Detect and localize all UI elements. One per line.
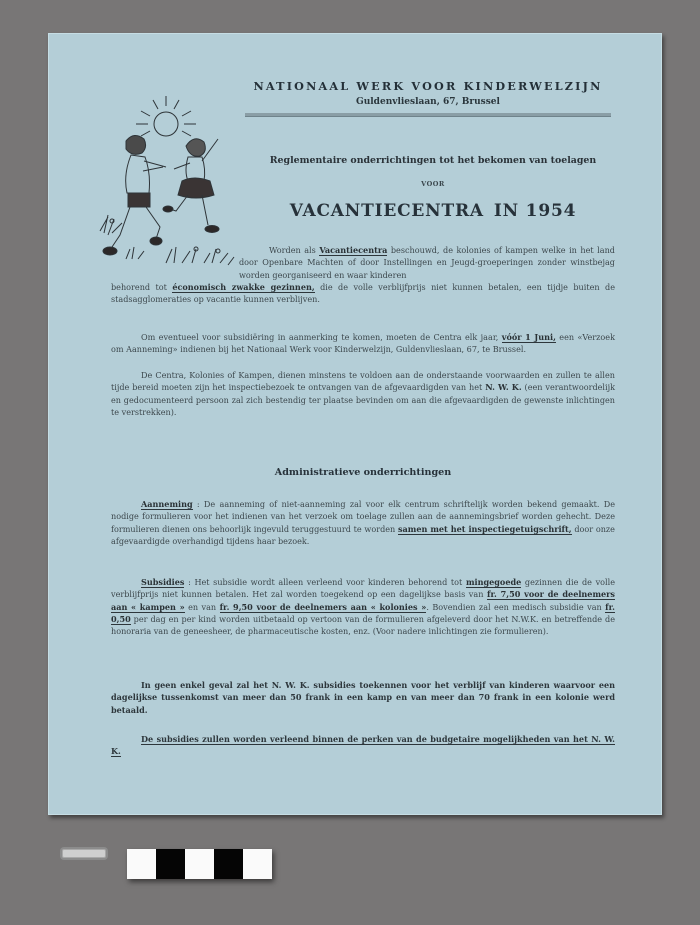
text: beschouwd, de kolonies of kampen welke in het land door Openbare Machten of door Instellingen en Jeugd-groeperingen zonder winstbejag worden georganiseerd en waar kinderen — [239, 245, 615, 280]
text: behorend tot — [111, 282, 173, 292]
organization-address: Guldenvlieslaan, 67, Brussel — [356, 97, 500, 107]
organization-name: NATIONAAL WERK VOOR KINDERWELZIJN — [253, 79, 603, 93]
text: . Bovendien zal een medisch subsidie van — [426, 601, 606, 612]
budget-limit-text: De subsidies zullen worden verleend binnen de perken van de budgetaire mogelijkheden van het N. W. K. — [111, 734, 615, 757]
scale-segment-black — [156, 849, 185, 879]
document-title — [233, 201, 633, 221]
text: : De aanneming of niet-aanneming zal voor elk centrum schriftelijk worden bekend gemaakt. De nodige formulieren voor het indienen van het verzoek om toelage zullen aan de aannemingsbrief worden gehecht. Deze formulieren dienen ons behoorlijk ingevuld teruggestuurd te worden — [111, 499, 615, 534]
emphasis-nwk: N. W. K. — [485, 382, 522, 393]
label-subsidies: Subsidies — [141, 577, 185, 587]
subtitle-connector: VOOR — [421, 180, 445, 188]
text: die de volle verblijfprijs niet kunnen betalen, een tijdje buiten de stadsagglomeraties op vacantie kunnen verblijven. — [111, 282, 615, 305]
paragraph-aanneming — [111, 498, 615, 547]
title-year: IN 1954 — [493, 201, 577, 221]
paragraph-definition — [239, 244, 615, 281]
emphasis-economisch-zwakke-gezinnen: économisch zwakke gezinnen, — [172, 282, 315, 292]
scale-segment-white — [243, 849, 272, 879]
emphasis-vacantiecentra: Vacantiecentra — [319, 245, 388, 255]
text: een «Verzoek om Aanneming» indienen bij het Nationaal Werk voor Kinderwelzijn, Guldenvlieslaan, 67, te Brussel. — [111, 332, 615, 355]
rate-kampen: fr. 7,50 voor de deelnemers aan « kampen » — [111, 589, 615, 612]
emphasis-deadline: vóór 1 Juni, — [501, 332, 556, 342]
emphasis-mingegoede: mingegoede — [465, 577, 522, 587]
paragraph-conditions — [111, 369, 615, 418]
text: en van — [184, 601, 220, 612]
text: Worden als — [269, 245, 320, 255]
text: gezinnen die de volle verblijfprijs niet kunnen betalen. Het zal worden toegekend op een dagelijkse basis van — [111, 577, 615, 600]
children-illustration-icon — [96, 91, 246, 286]
scale-segment-white — [185, 849, 214, 879]
paragraph-subsidies — [111, 576, 615, 637]
paragraph-budget-limit — [111, 733, 615, 758]
text: Om eventueel voor subsidiëring in aanmerking te komen, moeten de Centra elk jaar, — [141, 332, 502, 342]
paragraph-definition-continued — [111, 281, 615, 306]
scale-segment-white — [127, 849, 156, 879]
emphasis-inspectiegetuigschrift: samen met het inspectiegetuigschrift, — [397, 523, 572, 534]
text: (een verantwoordelijk en gedocumenteerd persoon zal zich bestendig ter plaatse bevinden om aan die afgevaardigden de gewenste inlichtingen te verstrekken). — [111, 382, 616, 417]
paragraph-application-deadline — [111, 331, 615, 356]
text: De Centra, Kolonies of Kampen, dienen minstens te voldoen aan de onderstaande voorwaarden en zullen te allen tijde bereid moeten zijn het inspectiebezoek te ontvangen van de afgevaardigden van het — [111, 370, 615, 393]
text: door onze afgevaardigde overhandigd tijdens haar bezoek. — [111, 523, 615, 546]
header-rule — [245, 113, 611, 117]
label-aanneming: Aanneming — [141, 499, 193, 509]
paragraph-exclusion: In geen enkel geval zal het N. W. K. subsidies toekennen voor het verblijf van kinderen waarvoor een dagelijkse tussenkomst van meer dan 50 frank in een kamp en van meer dan 70 frank in een kolonie werd betaald. — [111, 680, 615, 715]
color-scale-bar — [127, 849, 272, 879]
text: per dag en per kind worden uitbetaald op vertoon van de formulieren afgeleverd door het N.W.K. en betreffende de honoraria van de geneesheer, de pharmaceutische kosten, enz. (Voor nadere inlichtingen zie formulieren). — [111, 613, 615, 637]
rate-kolonies: fr. 9,50 voor de deelnemers aan « kolonies » — [219, 601, 427, 612]
title-main: VACANTIECENTRA — [289, 201, 484, 221]
text: : Het subsidie wordt alleen verleend voor kinderen behorend tot — [184, 577, 466, 587]
scale-segment-black — [214, 849, 243, 879]
document-subtitle: Reglementaire onderrichtingen tot het bekomen van toelagen — [269, 155, 597, 166]
document-page — [48, 33, 662, 815]
rate-medical: fr. 0,50 — [111, 601, 615, 624]
archive-label-tag — [62, 849, 106, 858]
section-heading-administrative: Administratieve onderrichtingen — [274, 467, 452, 478]
